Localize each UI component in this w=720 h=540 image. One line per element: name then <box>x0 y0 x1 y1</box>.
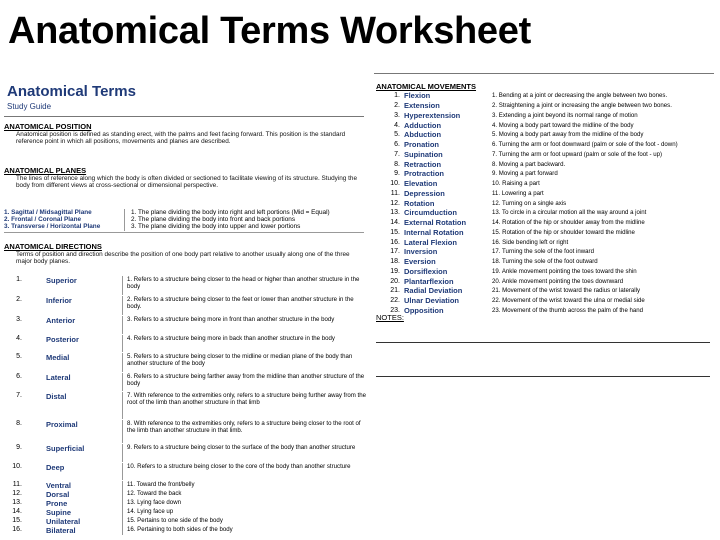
list-item <box>372 237 716 247</box>
item-number: 15. <box>12 517 22 524</box>
term: Lateral Flexion <box>404 237 457 247</box>
anatomical-planes-heading: ANATOMICAL PLANES <box>4 166 87 175</box>
list-item <box>4 463 366 480</box>
list-item <box>372 198 716 208</box>
item-number: 3. <box>16 316 22 323</box>
item-number: 5. <box>16 353 22 360</box>
item-number: 2. <box>394 102 400 110</box>
term-description: 1. Refers to a structure being closer to the head or higher than another structure in the body <box>122 276 366 295</box>
anatomical-movements-heading: ANATOMICAL MOVEMENTS <box>376 82 477 91</box>
list-item <box>4 490 366 499</box>
term: Distal <box>46 392 67 401</box>
anatomical-position-heading: ANATOMICAL POSITION <box>4 122 92 131</box>
term-description: 6. Turning the arm or foot downward (palm or sole of the foot - down) <box>492 141 678 149</box>
term-description: 13. To circle in a circular motion all the way around a joint <box>492 209 647 217</box>
term-description: 8. With reference to the extremities only, refers to a structure being closer to the root of the limb than another structure in that limb. <box>122 420 366 443</box>
item-number: 12. <box>12 490 22 497</box>
item-number: 15. <box>390 228 400 236</box>
item-number: 3. <box>394 111 400 119</box>
anatomical-directions-section <box>4 242 364 266</box>
term: Hyperextension <box>404 110 461 120</box>
list-item <box>372 130 716 140</box>
term: Ventral <box>46 481 72 490</box>
term-description: 3. Extending a joint beyond its normal range of motion <box>492 111 638 119</box>
list-item <box>4 444 366 462</box>
list-item <box>372 189 716 199</box>
list-item <box>4 481 366 490</box>
item-number: 19. <box>390 267 400 275</box>
term-description: 7. Turning the arm or foot upward (palm or sole of the foot - up) <box>492 150 663 158</box>
term: Superficial <box>46 444 85 453</box>
term-description: 12. Turning on a single axis <box>492 199 567 207</box>
term-description: 19. Ankle movement pointing the toes toward the shin <box>492 267 637 275</box>
list-item <box>4 420 366 443</box>
item-number: 22. <box>390 297 400 305</box>
list-item <box>372 169 716 179</box>
term: Prone <box>46 499 68 508</box>
term: Abduction <box>404 130 442 140</box>
list-item <box>372 179 716 189</box>
study-guide-page <box>4 82 367 535</box>
note-line <box>376 342 710 343</box>
anatomical-position-section <box>4 122 364 146</box>
term-description: 6. Refers to a structure being farther away from the midline than another structure of the body <box>122 373 366 391</box>
term-description: 9. Moving a part forward <box>492 170 558 178</box>
divider <box>4 116 364 117</box>
item-number: 9. <box>394 170 400 178</box>
term: External Rotation <box>404 218 467 228</box>
term-description: 2. Refers to a structure being closer to the feet or lower than another structure in the body. <box>122 296 366 315</box>
list-item <box>4 392 366 419</box>
list-item <box>372 101 716 111</box>
term-description: 14. Rotation of the hip or shoulder away from the midline <box>492 219 645 227</box>
term-description: 18. Turning the sole of the foot outward <box>492 258 598 266</box>
item-number: 11. <box>390 189 400 197</box>
term: Inversion <box>404 247 438 257</box>
term: Unilateral <box>46 517 81 526</box>
item-number: 6. <box>394 141 400 149</box>
slide-title: Anatomical Terms Worksheet <box>8 10 531 52</box>
movements-page <box>372 70 716 530</box>
list-item <box>372 306 716 316</box>
list-item <box>4 276 366 295</box>
item-number: 2. <box>16 296 22 303</box>
list-item <box>372 140 716 150</box>
divider <box>374 73 714 74</box>
term-description: 15. Pertains to one side of the body <box>122 517 366 526</box>
movements-list <box>372 91 716 315</box>
plane-description: 1. The plane dividing the body into right and left portions (Mid = Equal) <box>124 209 364 216</box>
term-description: 14. Lying face up <box>122 508 366 517</box>
term-description: 17. Turning the sole of the foot inward <box>492 248 594 256</box>
term: Lateral <box>46 373 71 382</box>
divider <box>4 232 364 233</box>
item-number: 21. <box>390 287 400 295</box>
list-item <box>372 247 716 257</box>
term-description: 10. Raising a part <box>492 180 540 188</box>
term: Inferior <box>46 296 72 305</box>
term: Bilateral <box>46 526 76 535</box>
term: Pronation <box>404 140 439 150</box>
list-item <box>372 267 716 277</box>
term: Anterior <box>46 316 76 325</box>
term: Retraction <box>404 159 442 169</box>
item-number: 4. <box>16 335 22 342</box>
item-number: 1. <box>16 276 22 283</box>
item-number: 7. <box>16 392 22 399</box>
list-item <box>4 373 366 391</box>
item-number: 8. <box>394 160 400 168</box>
list-item <box>4 296 366 315</box>
item-number: 6. <box>16 373 22 380</box>
item-number: 23. <box>390 306 400 314</box>
term: Radial Deviation <box>404 286 463 296</box>
term-description: 5. Moving a body part away from the midline of the body <box>492 131 644 139</box>
plane-name: 1. Sagittal / Midsagittal Plane <box>4 209 92 216</box>
term: Circumduction <box>404 208 457 218</box>
term: Rotation <box>404 198 435 208</box>
item-number: 13. <box>390 209 400 217</box>
term-description: 7. With reference to the extremities only, refers to a structure being further away from the root of the limb than another structure in that limb <box>122 392 366 419</box>
item-number: 14. <box>390 219 400 227</box>
term-description: 16. Pertaining to both sides of the body <box>122 526 366 535</box>
anatomical-position-text: Anatomical position is defined as standing erect, with the palms and feet facing forward. This position is the standard reference point in which all positions, movements and planes are described. <box>16 131 346 146</box>
term-description: 11. Toward the front/belly <box>122 481 366 490</box>
anatomical-planes-section <box>4 166 364 190</box>
term-description: 13. Lying face down <box>122 499 366 508</box>
note-line <box>376 376 710 377</box>
list-item <box>4 223 364 230</box>
item-number: 16. <box>390 238 400 246</box>
term: Supination <box>404 149 443 159</box>
list-item <box>4 316 366 334</box>
anatomical-planes-text: The lines of reference along which the body is often divided or sectioned to facilitate viewing of its structure. Studying the body from different views at cross-sectional or dimensional perspective. <box>16 175 358 190</box>
item-number: 7. <box>394 150 400 158</box>
item-number: 4. <box>394 121 400 129</box>
term-description: 5. Refers to a structure being closer to the midline or median plane of the body than another structure of the body <box>122 353 366 372</box>
item-number: 20. <box>390 277 400 285</box>
term-description: 15. Rotation of the hip or shoulder toward the midline <box>492 228 635 236</box>
item-number: 1. <box>394 92 400 100</box>
list-item <box>4 209 364 216</box>
term-description: 9. Refers to a structure being closer to the surface of the body than another structure <box>122 444 366 462</box>
term-description: 4. Refers to a structure being more in back than another structure in the body <box>122 335 366 352</box>
item-number: 5. <box>394 131 400 139</box>
list-item <box>372 218 716 228</box>
term: Opposition <box>404 305 444 315</box>
item-number: 10. <box>12 463 22 470</box>
term-description: 8. Moving a part backward. <box>492 160 566 168</box>
term: Superior <box>46 276 77 285</box>
term-description: 16. Side bending left or right <box>492 238 569 246</box>
plane-description: 2. The plane dividing the body into front and back portions <box>124 216 364 223</box>
study-guide-title: Anatomical Terms <box>7 83 136 100</box>
list-item <box>372 208 716 218</box>
term-description: 12. Toward the back <box>122 490 366 499</box>
list-item <box>372 159 716 169</box>
list-item <box>4 216 364 223</box>
term-description: 3. Refers to a structure being more in front than another structure in the body <box>122 316 366 334</box>
list-item <box>372 286 716 296</box>
term: Dorsal <box>46 490 70 499</box>
notes-label: NOTES: <box>376 313 404 322</box>
term: Supine <box>46 508 72 517</box>
list-item <box>4 508 366 517</box>
term-description: 11. Lowering a part <box>492 189 544 197</box>
list-item <box>372 276 716 286</box>
term: Proximal <box>46 420 78 429</box>
list-item <box>4 353 366 372</box>
list-item <box>4 335 366 352</box>
term: Elevation <box>404 179 438 189</box>
list-item <box>372 111 716 121</box>
term-description: 22. Movement of the wrist toward the ulna or medial side <box>492 297 645 305</box>
list-item <box>372 120 716 130</box>
study-guide-subtitle: Study Guide <box>7 102 52 111</box>
anatomical-directions-heading: ANATOMICAL DIRECTIONS <box>4 242 102 251</box>
item-number: 13. <box>12 499 22 506</box>
plane-name: 3. Transverse / Horizontal Plane <box>4 223 101 231</box>
item-number: 17. <box>390 248 400 256</box>
list-item <box>4 517 366 526</box>
item-number: 18. <box>390 258 400 266</box>
term-description: 4. Moving a body part toward the midline of the body <box>492 121 634 129</box>
term: Deep <box>46 463 65 472</box>
list-item <box>372 150 716 160</box>
term: Protraction <box>404 169 445 179</box>
term: Posterior <box>46 335 79 344</box>
item-number: 14. <box>12 508 22 515</box>
item-number: 10. <box>390 180 400 188</box>
term-description: 10. Refers to a structure being closer to the core of the body than another structure <box>122 463 366 480</box>
plane-name: 2. Frontal / Coronal Plane <box>4 216 82 224</box>
anatomical-directions-text: Terms of position and direction describe the position of one body part relative to another usually along one of the three major body planes. <box>16 251 350 266</box>
term-description: 2. Straightening a joint or increasing the angle between two bones. <box>492 102 672 110</box>
term: Ulnar Deviation <box>404 296 460 306</box>
list-item <box>372 296 716 306</box>
plane-description: 3. The plane dividing the body into upper and lower portions <box>124 223 364 230</box>
term: Internal Rotation <box>404 227 464 237</box>
term-description: 20. Ankle movement pointing the toes downward <box>492 277 624 285</box>
item-number: 12. <box>390 199 400 207</box>
term: Eversion <box>404 257 436 267</box>
term: Plantarflexion <box>404 276 454 286</box>
item-number: 16. <box>12 526 22 533</box>
term-description: 1. Bending at a joint or decreasing the angle between two bones. <box>492 92 668 100</box>
item-number: 9. <box>16 444 22 451</box>
term: Extension <box>404 101 440 111</box>
item-number: 8. <box>16 420 22 427</box>
term: Depression <box>404 188 445 198</box>
term-description: 23. Movement of the thumb across the palm of the hand <box>492 306 644 314</box>
list-item <box>372 228 716 238</box>
planes-list <box>4 209 364 231</box>
term-description: 21. Movement of the wrist toward the radius or laterally <box>492 287 641 295</box>
term: Flexion <box>404 91 431 101</box>
item-number: 11. <box>12 481 22 488</box>
term: Medial <box>46 353 70 362</box>
term: Dorsiflexion <box>404 266 448 276</box>
term: Adduction <box>404 120 442 130</box>
list-item <box>4 499 366 508</box>
list-item <box>372 91 716 101</box>
list-item <box>372 257 716 267</box>
list-item <box>4 526 366 535</box>
